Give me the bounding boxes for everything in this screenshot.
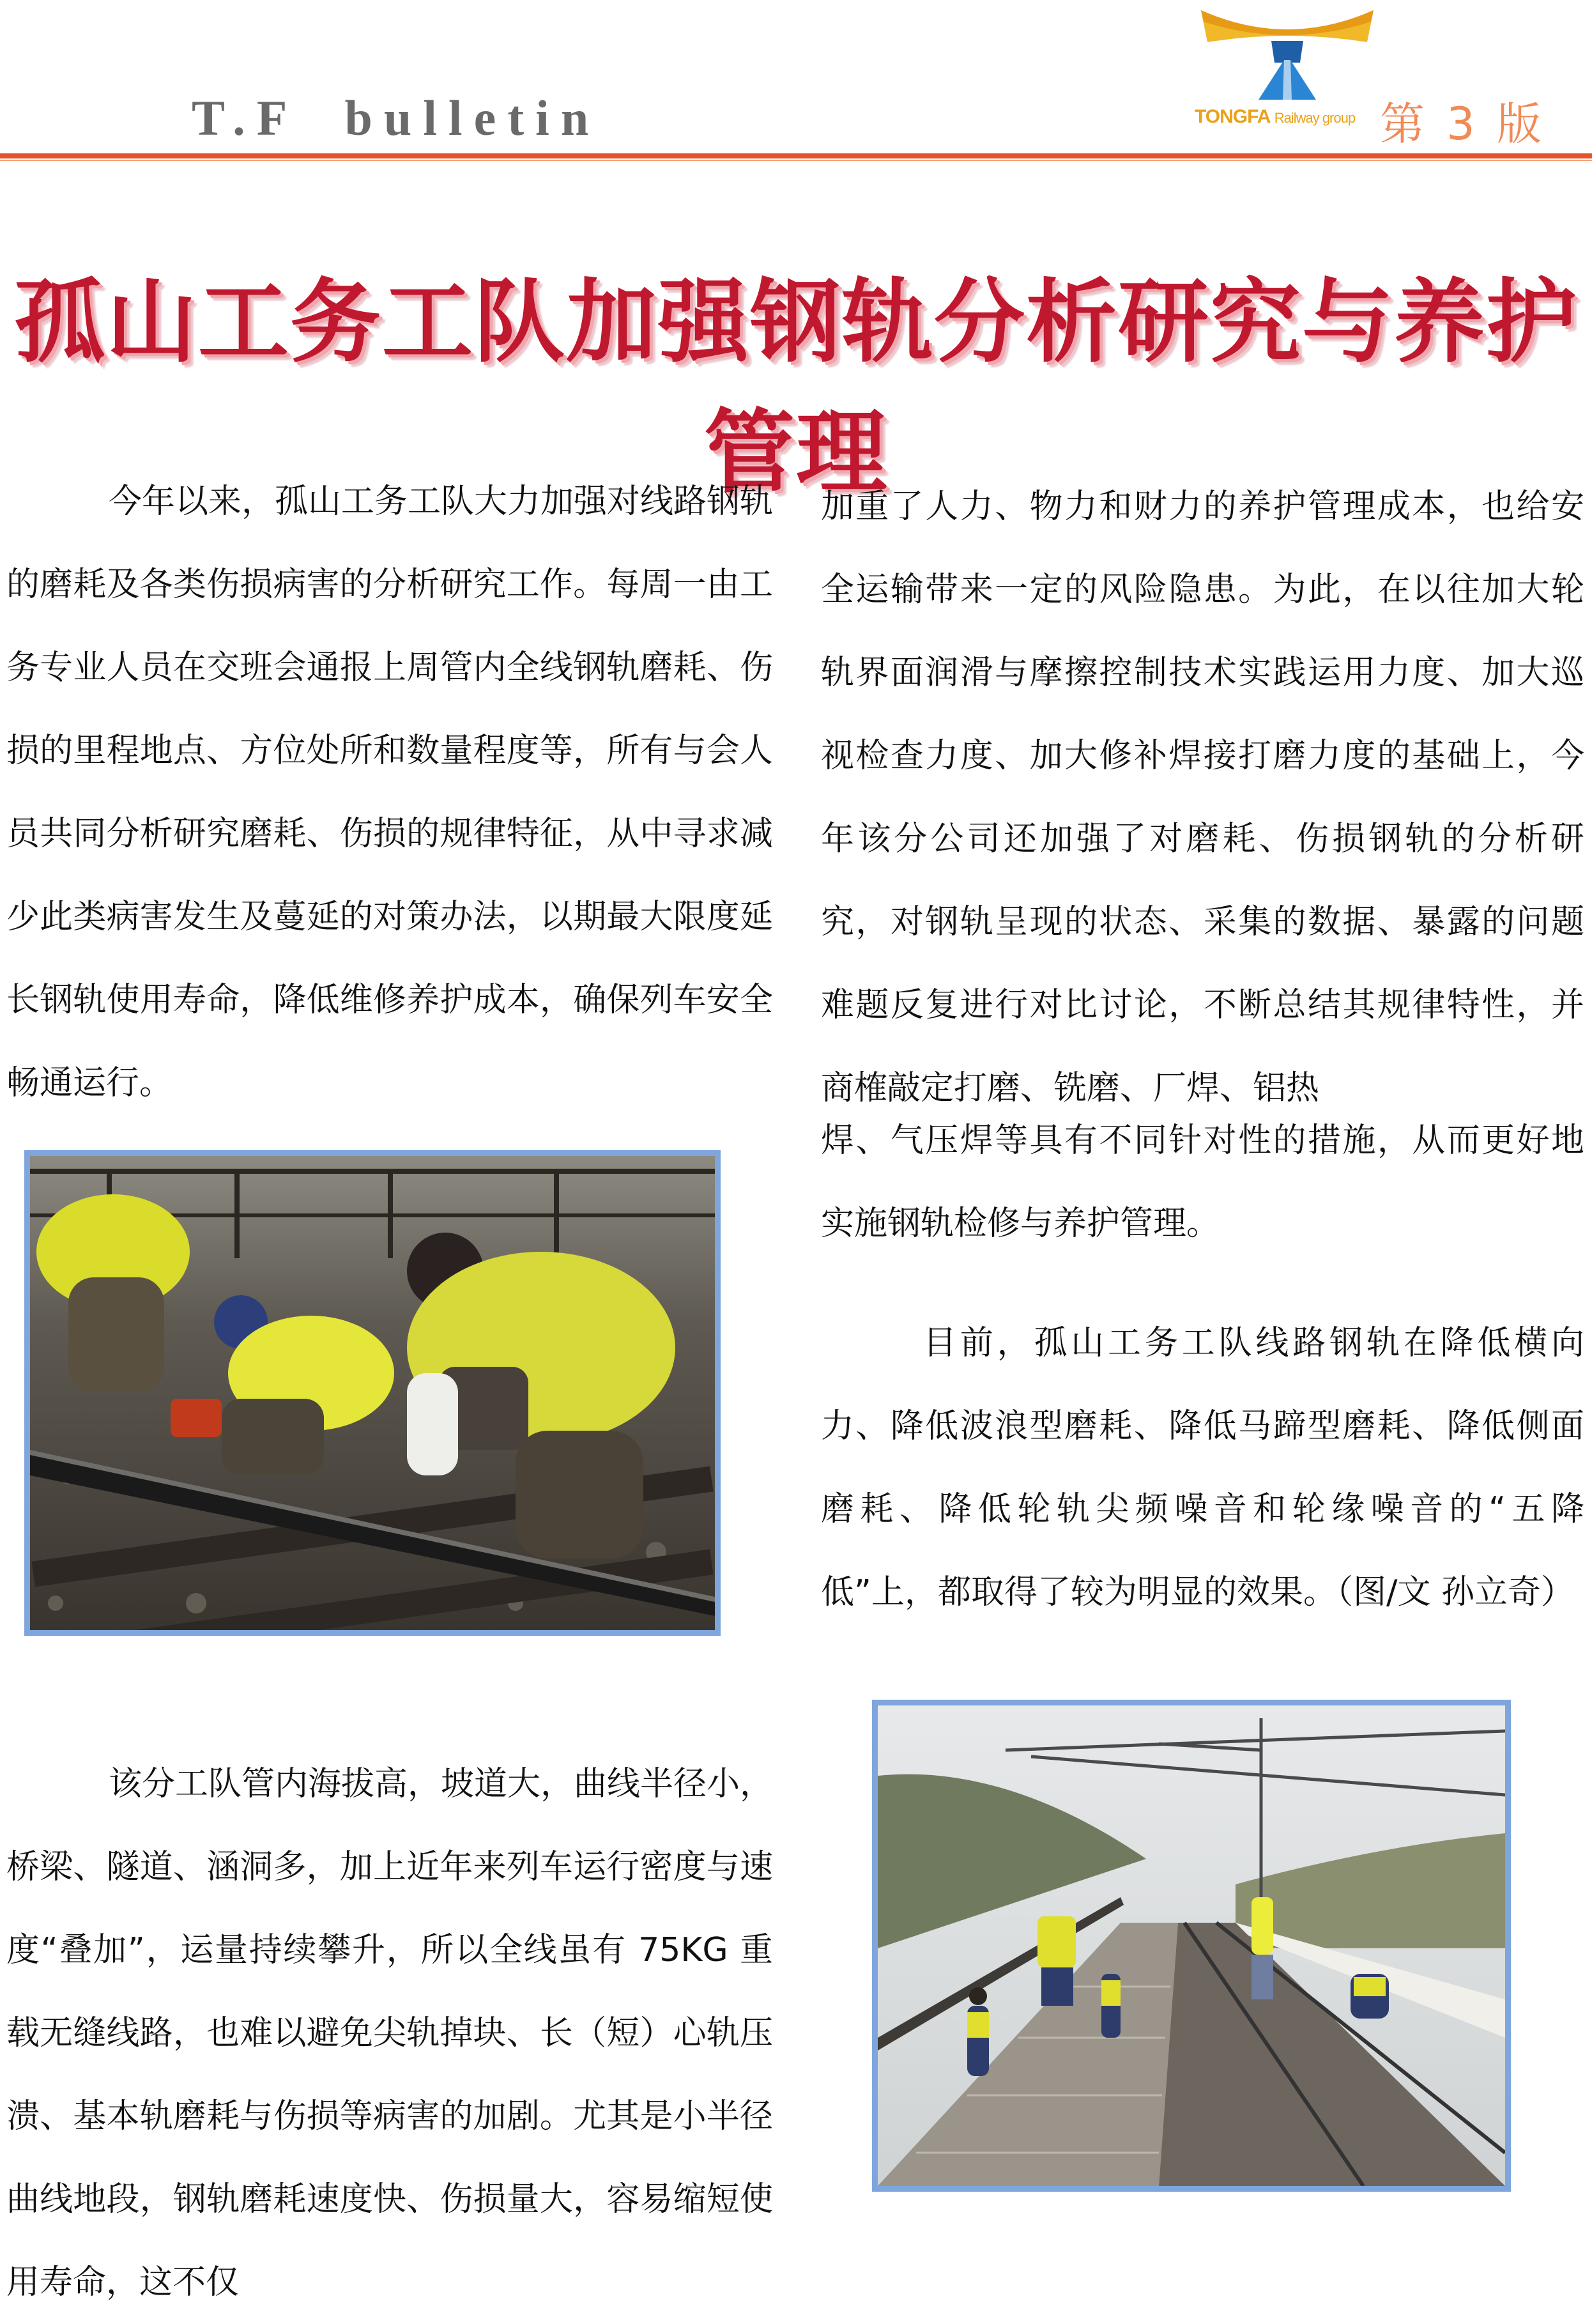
header-divider-thin: [0, 160, 1592, 161]
brand-suffix: Railway group: [1274, 110, 1356, 126]
workers-on-rail-photo: [24, 1150, 721, 1636]
paragraph-intro: 今年以来，孤山工务工队大力加强对线路钢轨的磨耗及各类伤损病害的分析研究工作。每周一由工务专业人员在交班会通报上周管内全线钢轨磨耗、伤损的里程地点、方位处所和数量程度等，所有与会人员共同分析研究磨耗、伤损的规律特征，从中寻求减少此类病害发生及蔓延的对策办法，以期最大限度延长钢轨使用寿命，降低维修养护成本，确保列车安全畅通运行。: [6, 482, 774, 1102]
bulletin-label: T.F bulletin: [192, 90, 601, 146]
article-title: 孤山工务工队加强钢轨分析研究与养护管理: [14, 269, 1578, 505]
paragraph-cost: 加重了人力、物力和财力的养护管理成本，也给安全运输带来一定的风险隐患。为此，在以往加大轮轨界面润滑与摩擦控制技术实践运用力度、加大巡视检查力度、加大修补焊接打磨力度的基础上，今年该分公司还加强了对磨耗、伤损钢轨的分析研究，对钢轨呈现的状态、采集的数据、暴露的问题难题反复进行对比讨论，不断总结其规律特性，并商榷敲定打磨、铣磨、厂焊、铝热: [821, 488, 1584, 1107]
paragraph-measures: 焊、气压焊等具有不同针对性的措施，从而更好地实施钢轨检修与养护管理。: [821, 1121, 1584, 1243]
paragraph-results: 目前，孤山工务工队线路钢轨在降低横向力、降低波浪型磨耗、降低马蹄型磨耗、降低侧面磨耗、降低轮轨尖频噪音和轮缘噪音的“五降低”上，都取得了较为明显的效果。（图/文 孙立奇）: [821, 1324, 1584, 1612]
brand-name-text: TONGFA: [1195, 106, 1270, 127]
brand-name: [1195, 106, 1380, 128]
paragraph-conditions: 该分工队管内海拔高，坡道大，曲线半径小，桥梁、隧道、涵洞多，加上近年来列车运行密度与速度“叠加”，运量持续攀升，所以全线虽有 75KG 重载无缝线路，也难以避免尖轨掉块、长（短）心轨压溃、基本轨磨耗与伤损等病害的加剧。尤其是小半径曲线地段，钢轨磨耗速度快、伤损量大，容易缩短使用寿命，这不仅: [6, 1765, 774, 2302]
header-divider: [0, 153, 1592, 158]
page-number: 第 3 版: [1380, 98, 1546, 150]
tongfa-logo-icon: [1195, 4, 1380, 100]
track-inspection-photo: [872, 1700, 1511, 2192]
